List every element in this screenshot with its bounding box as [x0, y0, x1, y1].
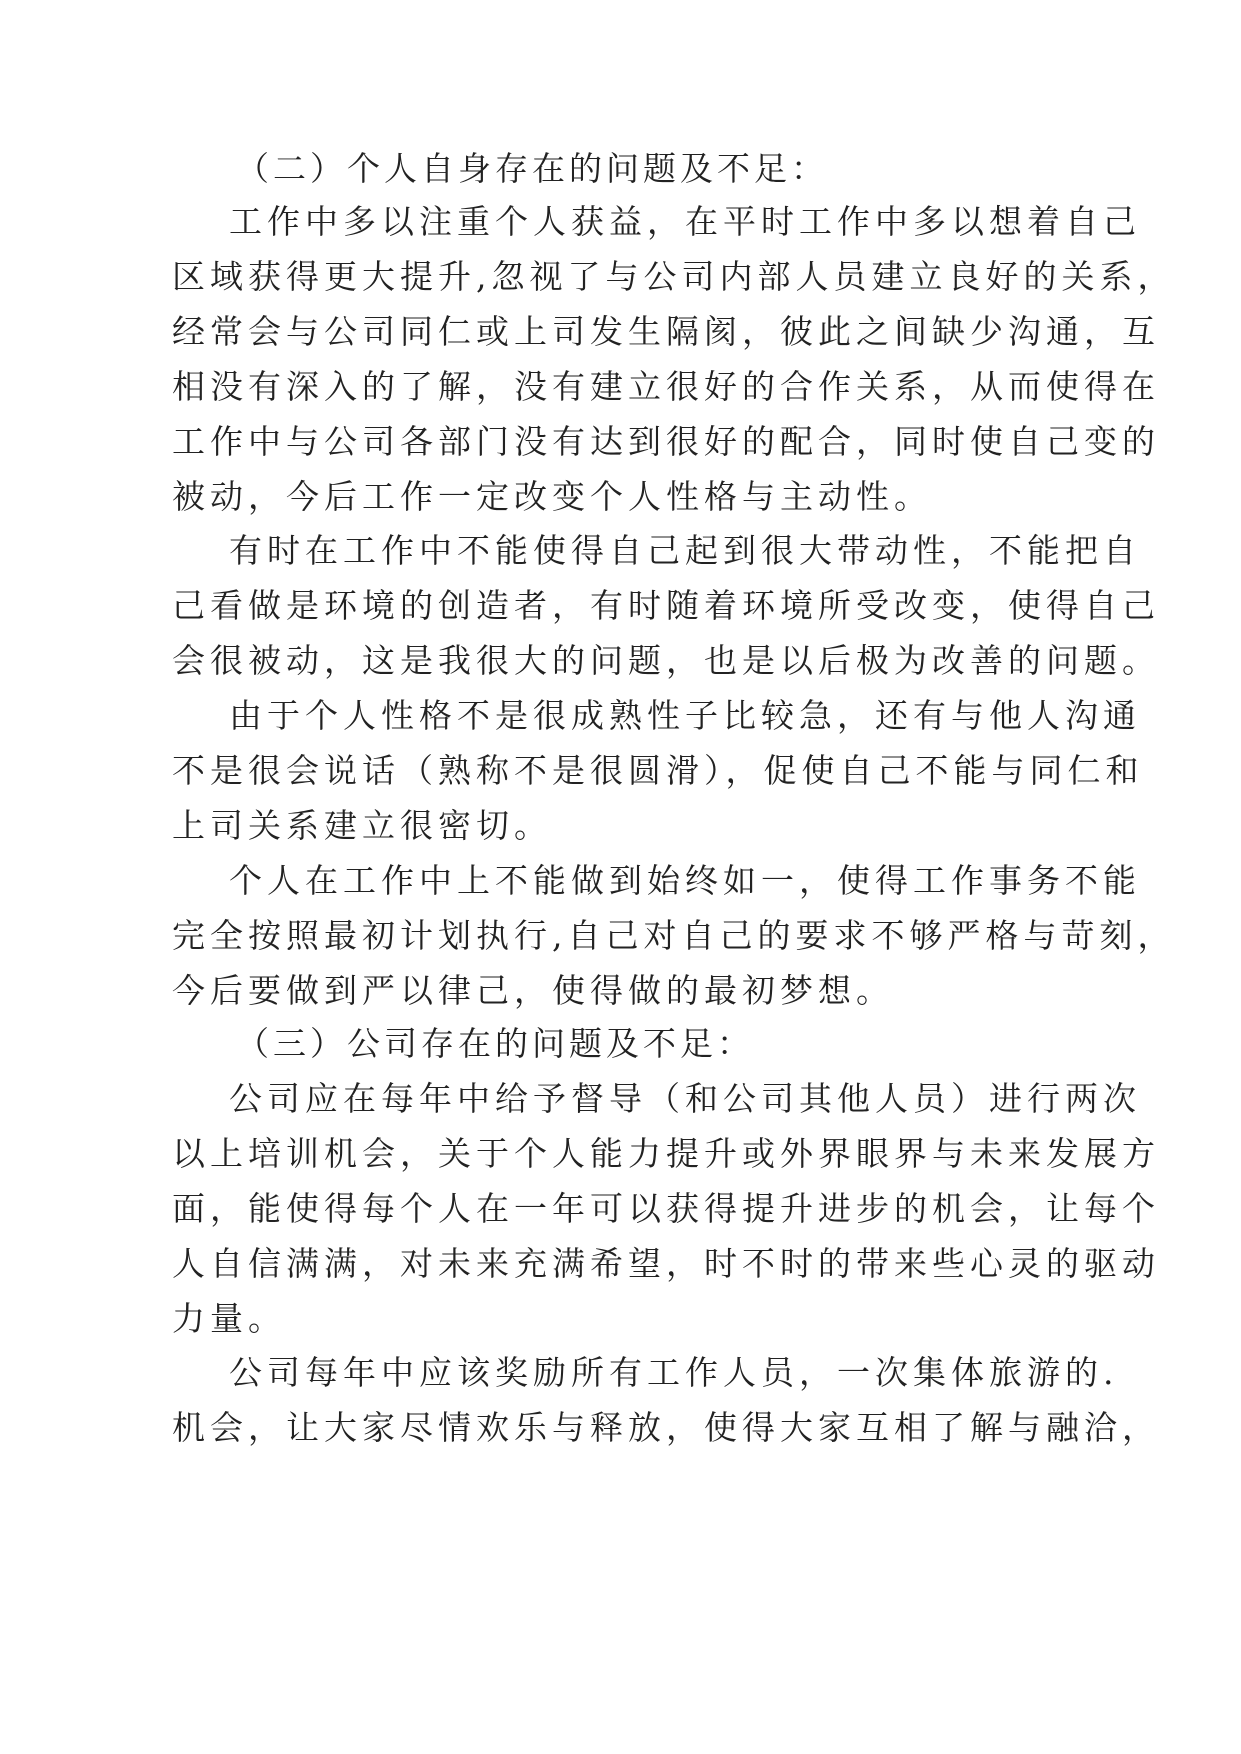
paragraph-line: 工作中与公司各部门没有达到很好的配合，同时使自己变的 — [172, 422, 1160, 461]
paragraph-line: 力量。 — [172, 1299, 286, 1338]
paragraph-line: 以上培训机会，关于个人能力提升或外界眼界与未来发展方 — [172, 1134, 1160, 1173]
paragraph-line: 己看做是环境的创造者，有时随着环境所受改变，使得自己 — [172, 586, 1160, 625]
paragraph-line: 完全按照最初计划执行,自己对自己的要求不够严格与苛刻， — [172, 916, 1176, 955]
paragraph-line: 人自信满满，对未来充满希望，时不时的带来些心灵的驱动 — [172, 1244, 1160, 1283]
paragraph-line: 上司关系建立很密切。 — [172, 806, 552, 845]
paragraph-line: 个人在工作中上不能做到始终如一，使得工作事务不能 — [229, 861, 1141, 900]
paragraph-line: 有时在工作中不能使得自己起到很大带动性，不能把自 — [229, 531, 1141, 570]
section-heading: （二）个人自身存在的问题及不足： — [236, 149, 828, 188]
section-heading: （三）公司存在的问题及不足： — [236, 1024, 754, 1063]
paragraph-line: 公司每年中应该奖励所有工作人员，一次集体旅游的. — [229, 1353, 1119, 1392]
paragraph-line: 经常会与公司同仁或上司发生隔阂，彼此之间缺少沟通，互 — [172, 312, 1160, 351]
paragraph-line: 相没有深入的了解，没有建立很好的合作关系，从而使得在 — [172, 367, 1160, 406]
paragraph-line: 今后要做到严以律己，使得做的最初梦想。 — [172, 971, 894, 1010]
paragraph-line: 不是很会说话（熟称不是很圆滑），促使自己不能与同仁和 — [172, 751, 1144, 790]
paragraph-line: 工作中多以注重个人获益，在平时工作中多以想着自己 — [229, 202, 1141, 241]
paragraph-line: 被动，今后工作一定改变个人性格与主动性。 — [172, 477, 932, 516]
paragraph-line: 会很被动，这是我很大的问题，也是以后极为改善的问题。 — [172, 641, 1160, 680]
paragraph-line: 面，能使得每个人在一年可以获得提升进步的机会，让每个 — [172, 1189, 1160, 1228]
paragraph-line: 机会，让大家尽情欢乐与释放，使得大家互相了解与融洽， — [172, 1408, 1160, 1447]
paragraph-line: 区域获得更大提升,忽视了与公司内部人员建立良好的关系， — [172, 257, 1176, 296]
paragraph-line: 公司应在每年中给予督导（和公司其他人员）进行两次 — [229, 1079, 1141, 1118]
paragraph-line: 由于个人性格不是很成熟性子比较急，还有与他人沟通 — [229, 696, 1141, 735]
